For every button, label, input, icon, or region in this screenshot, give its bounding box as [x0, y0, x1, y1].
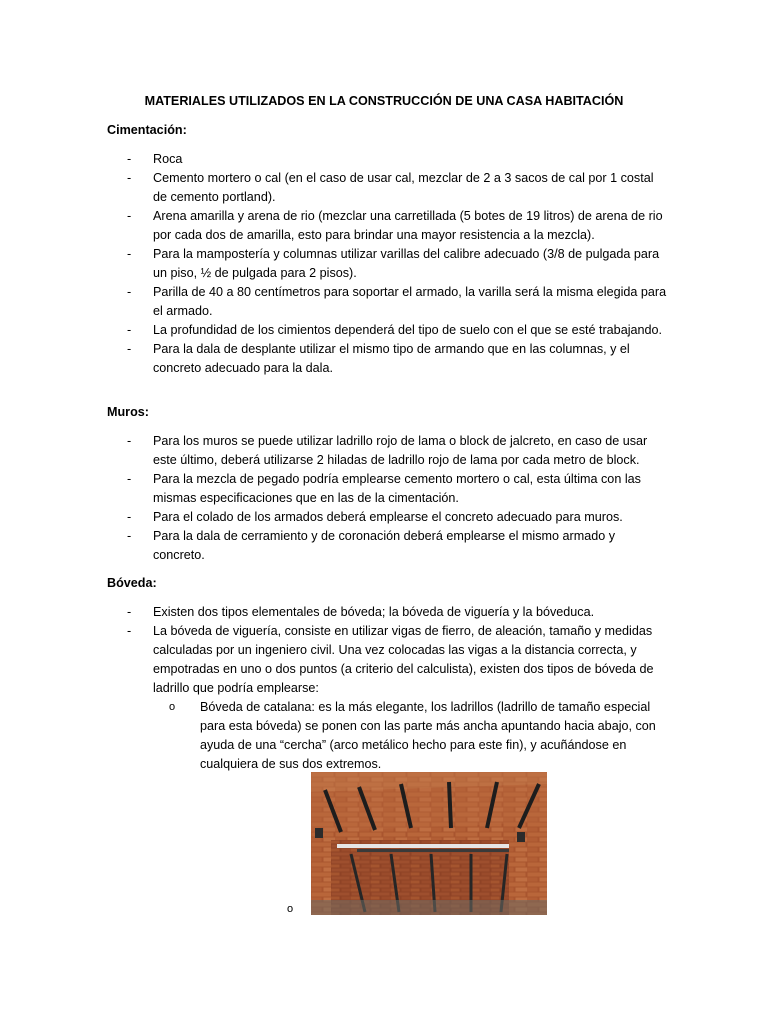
list-item: - Arena amarilla y arena de rio (mezclar una carretillada (5 botes de 19 litros) de arena de rio por cada dos de amarilla, esto para brindar una mayor resistencia a la mezcla). [107, 207, 667, 245]
list-item: - Para la dala de desplante utilizar el mismo tipo de armando que en las columnas, y el concreto adecuado para la dala. [107, 340, 667, 378]
list-item: - Para la mezcla de pegado podría emplearse cemento mortero o cal, esta última con las mismas especificaciones que en las de la cimentación. [107, 470, 667, 508]
list-item: - Roca [107, 150, 667, 169]
circle-bullet-icon: o [287, 903, 294, 915]
list-boveda [107, 603, 667, 698]
list-item: - Para la dala de cerramiento y de coronación deberá emplearse el mismo armado y concreto. [107, 527, 667, 565]
list-item: - La bóveda de viguería, consiste en utilizar vigas de fierro, de aleación, tamaño y medidas calculadas por un ingeniero civil. Una vez colocadas las vigas a la distancia correcta, y empotradas en uno o dos puntos (a criterio del calculista), existen dos tipos de bóveda de ladrillo que podría emplearse: [107, 622, 667, 698]
list-item: - Existen dos tipos elementales de bóveda; la bóveda de viguería y la bóveduca. [107, 603, 667, 622]
list-item: - Parilla de 40 a 80 centímetros para soportar el armado, la varilla será la misma elegida para el armado. [107, 283, 667, 321]
sub-list-item [169, 698, 672, 774]
list-item: - Para los muros se puede utilizar ladrillo rojo de lama o block de jalcreto, en caso de usar este último, deberá utilizarse 2 hiladas de ladrillo rojo de lama por cada metro de block. [107, 432, 667, 470]
document-title: MATERIALES UTILIZADOS EN LA CONSTRUCCIÓN DE UNA CASA HABITACIÓN [144, 94, 624, 108]
list-item: - Para el colado de los armados deberá emplearse el concreto adecuado para muros. [107, 508, 667, 527]
heading-cimentacion: Cimentación: [107, 123, 187, 137]
list-item: - Cemento mortero o cal (en el caso de usar cal, mezclar de 2 a 3 sacos de cal por 1 costal de cemento portland). [107, 169, 667, 207]
list-cimentacion [107, 150, 667, 378]
circle-bullet-icon: o [169, 701, 176, 713]
list-item: - Para la mampostería y columnas utilizar varillas del calibre adecuado (3/8 de pulgada para un piso, ½ de pulgada para 2 pisos). [107, 245, 667, 283]
list-item: - La profundidad de los cimientos dependerá del tipo de suelo con el que se esté trabajando. [107, 321, 667, 340]
heading-muros: Muros: [107, 405, 149, 419]
list-muros [107, 432, 667, 565]
brick-vault-photo [311, 772, 547, 915]
heading-boveda: Bóveda: [107, 576, 157, 590]
sub-list-item-text: Bóveda de catalana: es la más elegante, los ladrillos (ladrillo de tamaño especial para esta bóveda) se ponen con las parte más ancha apuntando hacia abajo, con ayuda de una “cercha” (arco metálico hecho para este fin), y acuñándose en cualquiera de sus dos extremos. [200, 700, 656, 771]
sublist-boveda [169, 698, 672, 774]
